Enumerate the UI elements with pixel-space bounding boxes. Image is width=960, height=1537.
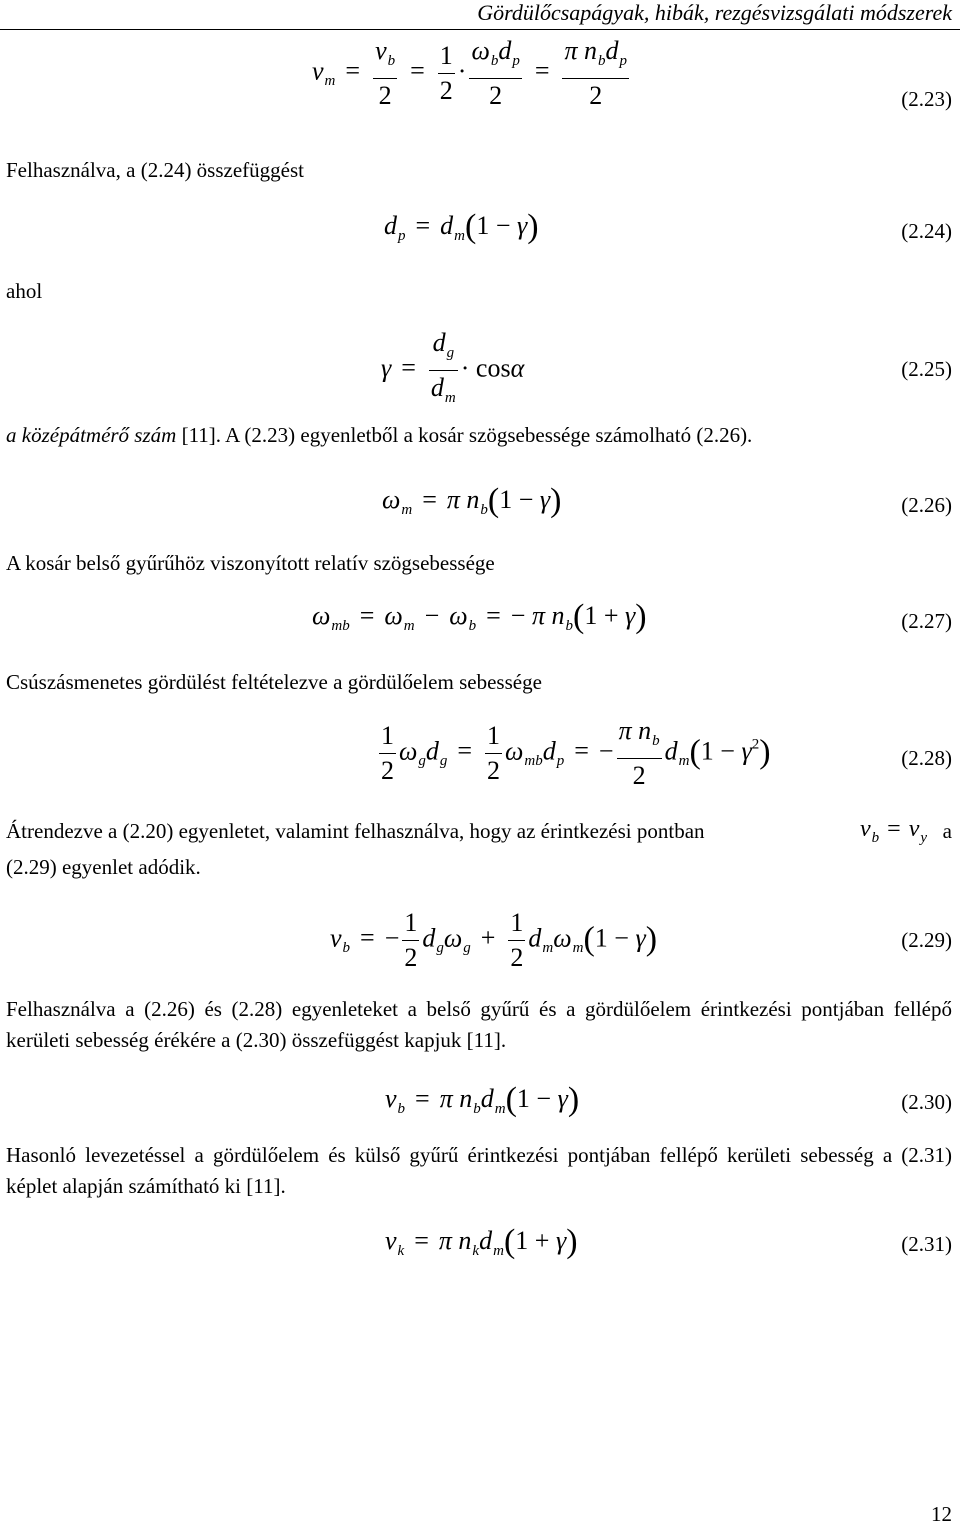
paragraph: ahol	[6, 279, 43, 303]
running-header: Gördülőcsapágyak, hibák, rezgésvizsgálati módszerek	[477, 0, 952, 25]
header-rule	[0, 29, 960, 30]
equation-number: (2.24)	[901, 219, 952, 243]
paragraph: (2.29) egyenlet adódik.	[6, 855, 201, 879]
equation-2-28: $\frac{1}{2}$ $\omega_gd_g$ = $\frac{1}{2}$ $\omega_{mb}d_p$ = − $\frac{\pi n_b}{2}$ $d_m(1 - \gamma^2)$	[381, 716, 771, 790]
equation-2-31: $v_k = \pi$ $n_kd_m(1 + \gamma)$	[385, 1223, 578, 1260]
italic-term: a középátmérő szám	[6, 423, 177, 447]
paragraph-text: [11]. A (2.23) egyenletből a kosár szögsebessége számolható (2.26).	[176, 423, 753, 447]
paragraph	[6, 420, 952, 451]
equation-number: (2.28)	[901, 746, 952, 770]
equation-number: (2.25)	[901, 357, 952, 381]
paragraph: Csúszásmenetes gördülést feltételezve a gördülőelem sebessége	[6, 670, 542, 694]
equation-number: (2.27)	[901, 609, 952, 633]
equation-2-24: $d_p = d_m(1 - \gamma)$	[384, 208, 539, 245]
paragraph: A kosár belső gyűrűhöz viszonyított relatív szögsebessége	[6, 551, 495, 575]
equation-2-27: $\omega_{mb} = \omega_m - \omega_b$ = − π $n_b(1 + \gamma)$	[312, 598, 647, 635]
equation-2-23: $v_m$ = $\frac{v_b}{2}$ = $\frac{1}{2}$ · $\frac{\omega_bd_p}{2}$ = $\frac{\pi n_bd_p}{2}$	[312, 36, 628, 110]
equation-number: (2.26)	[901, 493, 952, 517]
inline-equation: $v_b = v_y$	[860, 816, 928, 846]
paragraph-text: a	[942, 819, 952, 843]
equation-2-25: γ = $\frac{d_g}{d_m}$ · cosα	[381, 328, 525, 406]
paragraph-text: Átrendezve a (2.20) egyenletet, valamint felhasználva, hogy az érintkezési pontban	[6, 819, 705, 843]
equation-2-26: $\omega_m = \pi$ $n_b(1 - \gamma)$	[382, 482, 562, 519]
equation-number: (2.31)	[901, 1232, 952, 1256]
equation-2-29: $v_b$ = − $\frac{1}{2}$ $d_g\omega_g$ + $\frac{1}{2}$ $d_m\omega_m(1 - \gamma)$	[330, 908, 658, 972]
paragraph: Felhasználva, a (2.24) összefüggést	[6, 158, 304, 182]
paragraph: Felhasználva a (2.26) és (2.28) egyenleteket a belső gyűrű és a gördülőelem érintkezési pontjában fellépő kerületi sebesség érékére a (2.30) összefüggést kapjuk [11].	[6, 997, 952, 1052]
paragraph	[6, 816, 952, 847]
page-number: 12	[931, 1502, 952, 1526]
paragraph: Hasonló levezetéssel a gördülőelem és külső gyűrű érintkezési pontjában fellépő kerületi sebesség a (2.31) képlet alapján számítható ki [11].	[6, 1143, 952, 1198]
equation-number: (2.30)	[901, 1090, 952, 1114]
equation-number: (2.23)	[901, 87, 952, 111]
equation-2-30: $v_b = \pi$ $n_bd_m(1 - \gamma)$	[385, 1081, 580, 1118]
equation-number: (2.29)	[901, 928, 952, 952]
